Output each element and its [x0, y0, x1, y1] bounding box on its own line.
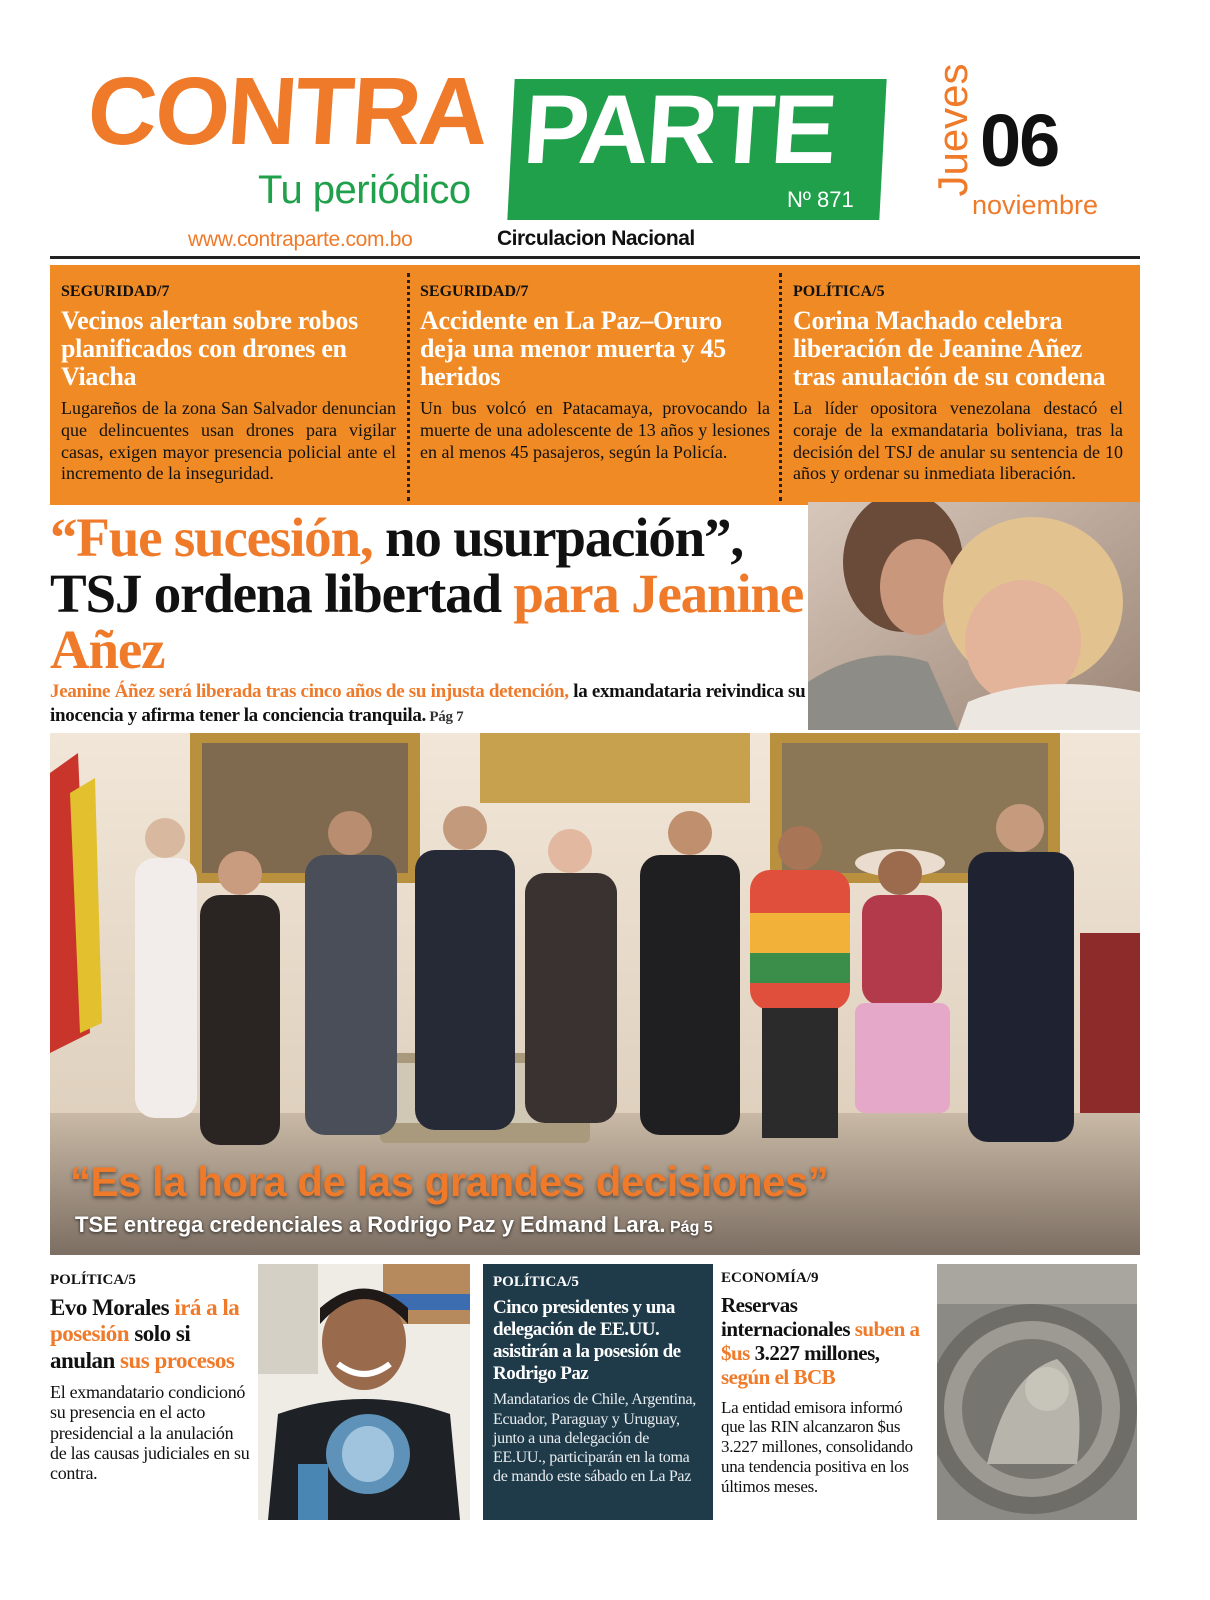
story-body: La líder opositora venezolana destacó el coraje de la exmandataria boliviana, tras la decisión del TSJ de anular su sentencia de 10 años y ordenar su inmediata liberación. — [793, 398, 1123, 484]
section-label: SEGURIDAD/7 — [61, 283, 170, 300]
story-body: Lugareños de la zona San Salvador denuncian que delincuentes usan drones para vigilar casas, exigen mayor presencia policial ante el incremento de la inseguridad. — [61, 398, 396, 484]
story-headline[interactable]: Cinco presidentes y una delegación de EE.UU. asistirán a la posesión de Rodrigo Paz — [493, 1297, 681, 1384]
section-label: POLÍTICA/5 — [50, 1272, 136, 1288]
headline-part: solo si anulan — [50, 1321, 191, 1373]
photo-anez-illustration — [808, 502, 1140, 730]
page-reference: Pág 5 — [665, 1219, 713, 1236]
tagline: Tu periódico — [258, 168, 471, 212]
headline-part: sus procesos — [114, 1347, 235, 1373]
caption-text: entrega credenciales a Rodrigo Paz y Edmand Lara. — [117, 1212, 666, 1237]
masthead — [0, 0, 1210, 265]
column-divider — [779, 273, 782, 501]
story-headline[interactable]: Corina Machado celebra liberación de Jeanine Añez tras anulación de su condena — [793, 306, 1106, 391]
story-presidents[interactable] — [483, 1264, 713, 1520]
date-day: 06 — [980, 99, 1059, 182]
story-reserves[interactable] — [721, 1270, 927, 1497]
headline-part: según el BCB — [721, 1365, 836, 1390]
photo-central-bank-seal[interactable] — [937, 1264, 1137, 1520]
story-headline[interactable] — [50, 1295, 250, 1374]
top-stories-strip — [50, 265, 1140, 505]
story-drones[interactable] — [61, 265, 396, 505]
lead-deck — [50, 680, 810, 728]
website-link[interactable]: www.contraparte.com.bo — [188, 228, 413, 251]
circulation-label: Circulacion Nacional — [497, 227, 695, 250]
story-body: Un bus volcó en Patacamaya, provocando la muerte de una adolescente de 13 años y lesiones en al menos 45 pasajeros, según la Policía. — [420, 398, 770, 462]
section-label: POLÍTICA/5 — [493, 1274, 579, 1290]
story-body: Mandatarios de Chile, Argentina, Ecuador, Paraguay y Uruguay, junto a una delegación de EE.UU., participarán en la toma de mando este sábado en La Paz — [493, 1391, 696, 1486]
photo-quote[interactable]: “Es la hora de las grandes decisiones” — [70, 1158, 829, 1205]
headline-part: Reservas internacionales — [721, 1293, 850, 1342]
lead-headline-part: “Fue sucesión, — [50, 507, 373, 568]
lead-headline-part: para Jeanine Añez — [50, 563, 804, 681]
section-label: ECONOMÍA/9 — [721, 1270, 819, 1286]
photo-evo-morales[interactable] — [258, 1264, 470, 1520]
headline-part: suben a $us — [721, 1317, 920, 1366]
date-month: noviembre — [972, 190, 1099, 220]
headline-part: irá a la posesión — [50, 1295, 240, 1347]
photo-bcb-illustration — [937, 1264, 1137, 1520]
headline-part: 3.227 millones, — [749, 1341, 880, 1366]
lead-deck-part: la exmandataria reivindica su inocencia y afirma tener la conciencia tranquila. — [50, 681, 806, 726]
photo-anez-embrace[interactable] — [808, 502, 1140, 730]
masthead-rule — [50, 256, 1140, 259]
section-label: POLÍTICA/5 — [793, 283, 885, 300]
lead-deck-part: Jeanine Áñez será liberada tras cinco años de su injusta detención, — [50, 681, 569, 702]
headline-part: Evo Morales — [50, 1295, 170, 1320]
story-accident[interactable] — [420, 265, 770, 505]
story-headline[interactable]: Vecinos alertan sobre robos planificados con drones en Viacha — [61, 306, 358, 391]
story-headline[interactable]: Accidente en La Paz–Oruro deja una menor muerta y 45 heridos — [420, 306, 726, 391]
story-machado[interactable] — [793, 265, 1123, 505]
page-reference: Pág 7 — [425, 708, 464, 725]
section-label: SEGURIDAD/7 — [420, 283, 529, 300]
date-weekday-text: Jueves — [929, 63, 976, 197]
photo-caption — [75, 1212, 713, 1238]
story-body: El exmandatario condicionó su presencia en el acto presidencial a la anulación de las causas judiciales en su contra. — [50, 1382, 250, 1483]
story-evo-morales[interactable] — [50, 1272, 250, 1483]
issue-number: Nº 871 — [787, 187, 854, 212]
lead-headline-part: no usurpación”, TSJ ordena libertad — [50, 507, 743, 625]
logo-contra[interactable]: CONTRA — [84, 58, 491, 165]
column-divider — [407, 273, 410, 501]
photo-evo-illustration — [258, 1264, 470, 1520]
caption-bold: TSE — [75, 1212, 118, 1237]
lead-headline[interactable] — [50, 507, 810, 681]
logo-parte[interactable]: PARTE — [520, 74, 838, 184]
story-body: La entidad emisora informó que las RIN alcanzaron $us 3.227 millones, consolidando una tendencia positiva en los últimos meses. — [721, 1397, 913, 1497]
date-weekday — [928, 63, 978, 197]
story-headline[interactable] — [721, 1293, 927, 1390]
